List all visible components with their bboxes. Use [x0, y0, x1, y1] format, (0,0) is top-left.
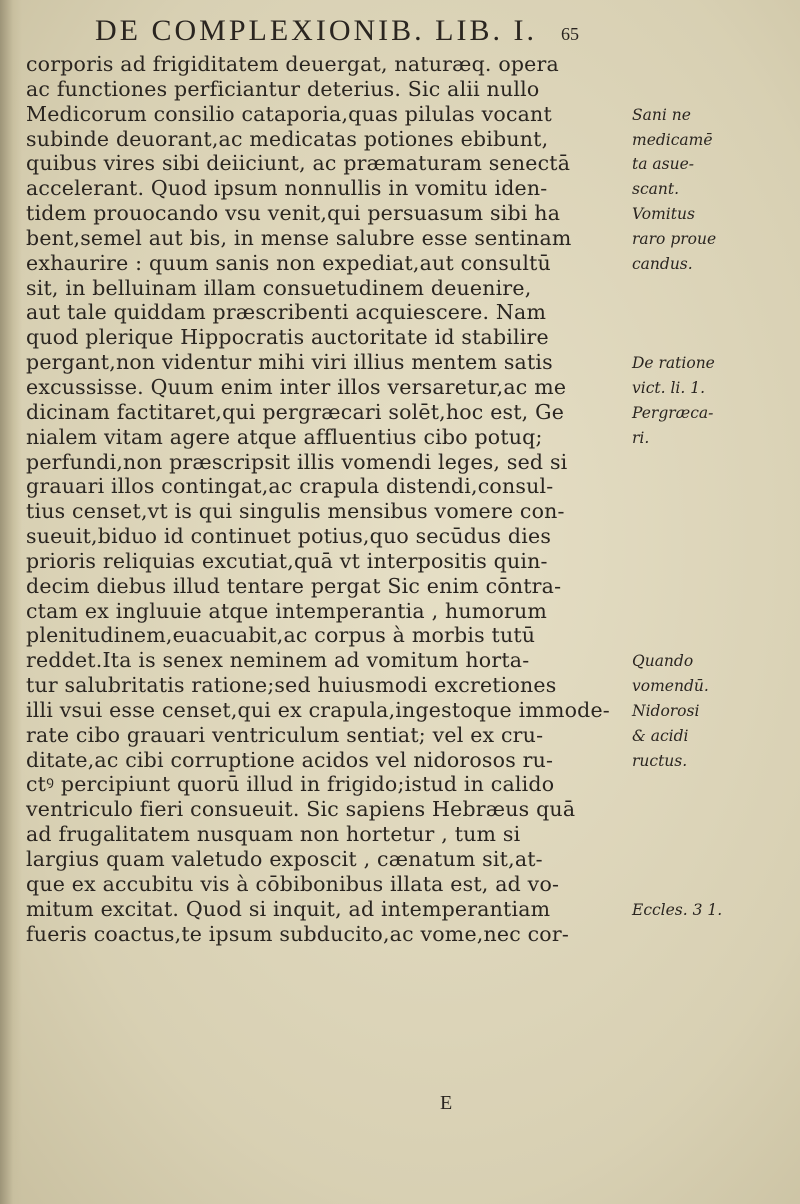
text-line: tidem prouocando vsu venit,qui persuasum sibi ha: [26, 201, 561, 226]
text-line: ad frugalitatem nusquam non hortetur , tum si: [26, 822, 521, 847]
text-line: bent,semel aut bis, in mense salubre esse sentinam: [26, 225, 572, 250]
margin-note: Quando: [632, 652, 694, 671]
text-line: ditate,ac cibi corruptione acidos vel nidorosos ru-: [26, 747, 554, 772]
text-line: grauari illos contingat,ac crapula distendi,consul-: [26, 474, 554, 499]
margin-note: ta asue-: [632, 155, 694, 174]
text-line: quod plerique Hippocratis auctoritate id stabilire: [26, 325, 549, 350]
text-line: quibus vires sibi deiiciunt, ac præmaturam senectā: [26, 151, 571, 176]
text-line: perfundi,non præscripsit illis vomendi leges, sed si: [26, 449, 568, 474]
text-line: que ex accubitu vis à cōbibonibus illata est, ad vo-: [26, 871, 560, 896]
margin-note: Nidorosi: [632, 702, 700, 721]
text-line: tius censet,vt is qui singulis mensibus vomere con-: [26, 499, 565, 524]
text-line: sit, in belluinam illam consuetudinem deuenire,: [26, 275, 532, 300]
margin-note: Pergræca-: [632, 403, 714, 422]
margin-note: Vomitus: [632, 205, 695, 224]
text-line: nialem vitam agere atque affluentius cibo potuq;: [26, 424, 543, 449]
margin-note: Sani ne: [632, 105, 691, 124]
text-line: exhaurire : quum sanis non expediat,aut consultū: [26, 250, 551, 275]
margin-note: De ratione: [632, 354, 715, 373]
margin-note: vomendū.: [632, 677, 709, 696]
text-line: excussisse. Quum enim inter illos versaretur,ac me: [26, 374, 567, 399]
text-line: rate cibo grauari ventriculum sentiat; vel ex cru-: [26, 722, 544, 747]
margin-note: candus.: [632, 254, 693, 273]
catchword: E: [440, 1092, 453, 1114]
body-text: [26, 52, 626, 946]
text-line: mitum excitat. Quod si inquit, ad intemperantiam: [26, 896, 551, 921]
text-line: dicinam factitaret,qui pergræcari solēt,hoc est, Ge: [26, 399, 565, 424]
text-line: ctam ex ingluuie atque intemperantia , humorum: [26, 598, 548, 623]
text-line: accelerant. Quod ipsum nonnullis in vomitu iden-: [26, 176, 548, 201]
text-line: decim diebus illud tentare pergat Sic enim cōntra-: [26, 573, 562, 598]
margin-note: vict. li. 1.: [632, 379, 706, 398]
text-line: illi vsui esse censet,qui ex crapula,ingestoque immode-: [26, 697, 610, 722]
text-line: fueris coactus,te ipsum subducito,ac vome,nec cor-: [26, 921, 569, 946]
margin-note: ri.: [632, 428, 650, 447]
margin-note: medicamē: [632, 130, 713, 149]
margin-note: raro proue: [632, 229, 717, 248]
margin-note: Eccles. 3 1.: [632, 900, 723, 919]
text-line: prioris reliquias excutiat,quā vt interpositis quin-: [26, 548, 548, 573]
text-line: pergant,non videntur mihi viri illius mentem satis: [26, 350, 553, 375]
margin-note: & acidi: [632, 726, 689, 745]
margin-note: ructus.: [632, 751, 688, 770]
text-line: ctꝰ percipiunt quorū illud in frigido;istud in calido: [26, 772, 555, 797]
text-line: corporis ad frigiditatem deuergat, naturæq. opera: [26, 52, 559, 76]
text-line: largius quam valetudo exposcit , cænatum sit,at-: [26, 847, 543, 871]
running-head-title: DE COMPLEXIONIB. LIB. I.: [95, 14, 537, 47]
text-line: ac functiones perficiantur deterius. Sic alii nullo: [26, 76, 540, 101]
page-gutter-shadow: [0, 0, 22, 1204]
margin-note: scant.: [632, 180, 680, 199]
text-line: reddet.Ita is senex neminem ad vomitum horta-: [26, 648, 530, 673]
text-line: sueuit,biduo id continuet potius,quo secūdus dies: [26, 524, 552, 549]
folio-number: 65: [560, 24, 579, 44]
text-line: ventriculo fieri consueuit. Sic sapiens Hebræus quā: [26, 797, 576, 822]
text-line: subinde deuorant,ac medicatas potiones ebibunt,: [26, 126, 549, 151]
running-head: [95, 14, 655, 48]
text-line: tur salubritatis ratione;sed huiusmodi excretiones: [26, 673, 557, 698]
text-line: plenitudinem,euacuabit,ac corpus à morbis tutū: [26, 623, 536, 648]
text-line: aut tale quiddam præscribenti acquiescere. Nam: [26, 300, 547, 325]
text-line: Medicorum consilio cataporia,quas pilulas vocant: [26, 101, 552, 126]
